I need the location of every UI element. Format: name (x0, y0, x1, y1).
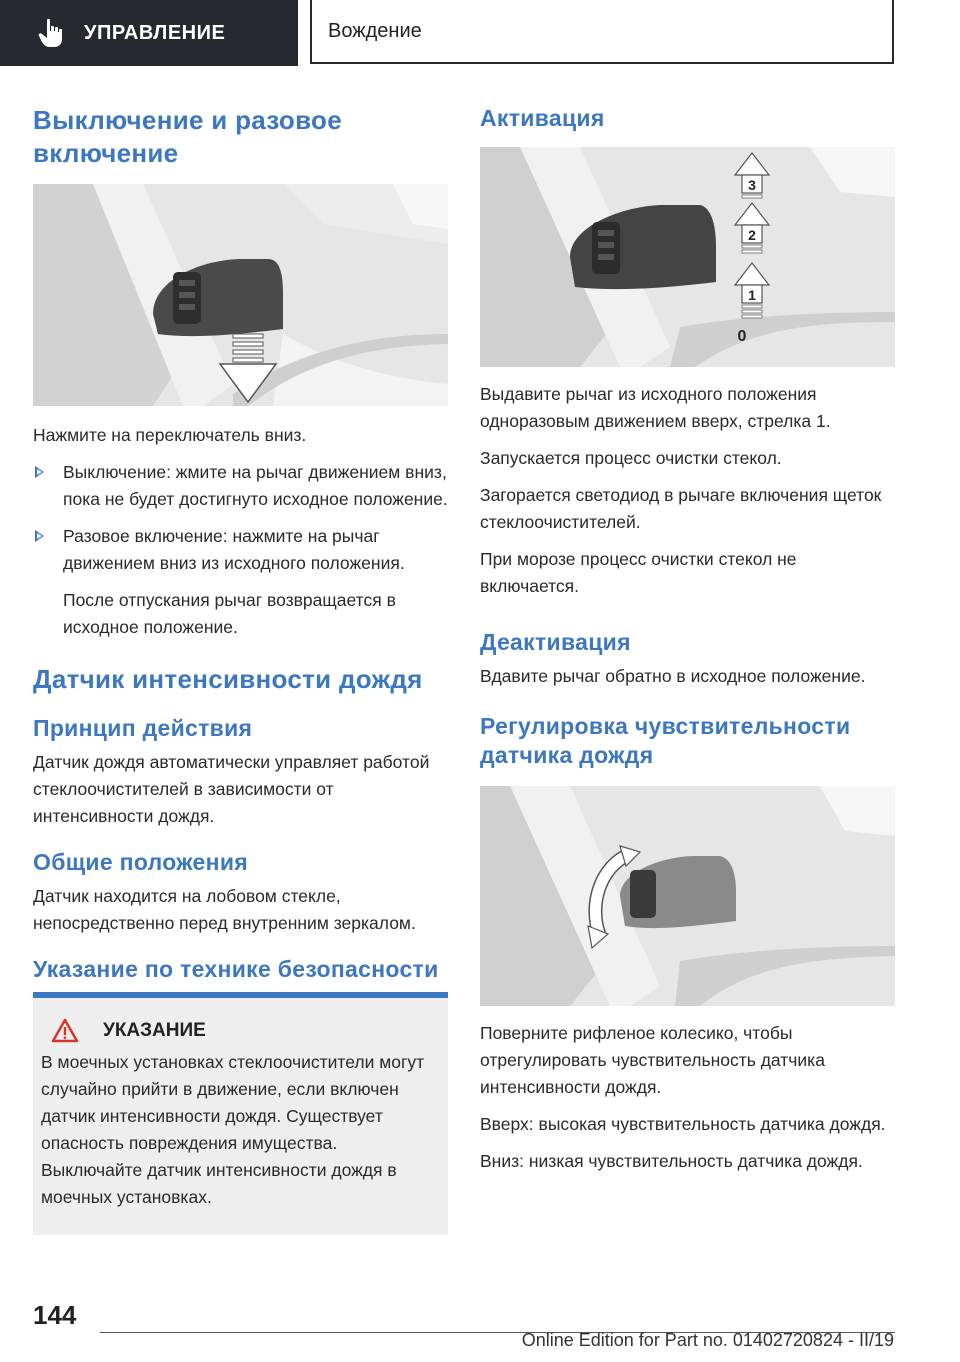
arrow-label-2: 2 (748, 227, 756, 243)
chapter-title: УПРАВЛЕНИЕ (84, 21, 226, 44)
page-number: 144 (33, 1300, 77, 1330)
principle-text: Датчик дождя автоматически управляет работой стеклоочистителей в зависимости от интенсивности дождя. (33, 752, 430, 826)
figure1-caption: Нажмите на переключатель вниз. (33, 425, 307, 445)
bullet-single: Разовое включение: нажмите на рычаг движением вниз из исходного положения. (33, 523, 448, 577)
heading-principle: Принцип действия (33, 715, 253, 741)
sensitivity-text-2: Вверх: высокая чувствительность датчика дождя. (480, 1114, 886, 1134)
general-text: Датчик находится на лобовом стекле, непосредственно перед внутренним зеркалом. (33, 886, 416, 933)
sensitivity-text-1: Поверните рифленое колесико, чтобы отрегулировать чувствительность датчика интенсивности дождя. (480, 1023, 825, 1097)
bullet-triangle-icon (35, 530, 44, 542)
heading-general: Общие положения (33, 849, 248, 875)
sensitivity-text-3: Вниз: низкая чувствительность датчика дождя. (480, 1151, 863, 1171)
activation-text-1: Выдавите рычаг из исходного положения одноразовым движением вверх, стрелка 1. (480, 384, 831, 431)
activation-text-4: При морозе процесс очистки стекол не включается. (480, 549, 797, 596)
heading-sensitivity: Регулировка чувствительности датчика дождя (480, 713, 851, 768)
warning-title: УКАЗАНИЕ (103, 1019, 206, 1041)
warning-box (33, 998, 448, 1235)
activation-text-3: Загорается светодиод в рычаге включения щеток стеклоочистителей. (480, 485, 882, 532)
edition-note: Online Edition for Part no. 01402720824 - II/19 (521, 1330, 894, 1350)
lever-up-figure (480, 147, 895, 367)
bullet-off: Выключение: жмите на рычаг движением вниз, пока не будет достигнуто исходное положение. (33, 459, 448, 513)
bullet-single-continued: После отпускания рычаг возвращается в исходное положение. (63, 590, 396, 637)
lever-down-figure (33, 184, 448, 406)
arrow-label-1: 1 (748, 287, 756, 303)
heading-rain-sensor: Датчик интенсивности дождя (33, 664, 423, 694)
heading-safety: Указание по технике безопасности (33, 956, 439, 982)
warning-text: В моечных установках стеклоочистители могут случайно прийти в движение, если включен датчик интенсивности дождя. Существует опасность повреждения имущества. Выключайте датчик интенсивности дождя в моечных установках. (41, 1052, 425, 1207)
hand-pointer-icon (38, 18, 64, 48)
right-column (480, 104, 895, 1185)
arrow-label-3: 3 (748, 177, 756, 193)
heading-deactivation: Деактивация (480, 629, 631, 655)
warning-triangle-icon (51, 1018, 79, 1043)
deactivation-text: Вдавите рычаг обратно в исходное положение. (480, 666, 866, 686)
arrow-label-0: 0 (737, 328, 747, 345)
chapter-tab (0, 0, 298, 66)
activation-text-2: Запускается процесс очистки стекол. (480, 448, 782, 468)
heading-off-single: Выключение и разовое включение (33, 105, 342, 168)
left-column (33, 104, 448, 1235)
section-title: Вождение (310, 0, 894, 64)
heading-activation: Активация (480, 105, 605, 131)
bullet-triangle-icon (35, 466, 44, 478)
wheel-figure (480, 786, 895, 1006)
